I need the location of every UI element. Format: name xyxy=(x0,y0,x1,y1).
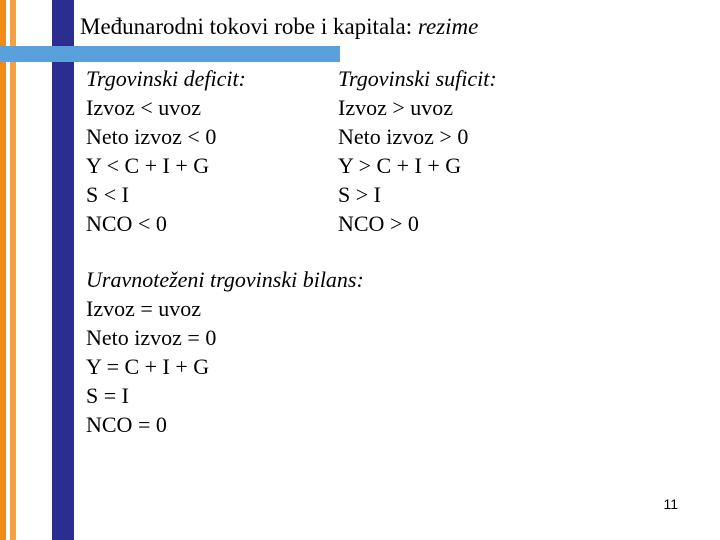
page-number: 11 xyxy=(663,496,678,512)
slide-title xyxy=(80,14,478,40)
deficit-heading: Trgovinski deficit: xyxy=(86,66,246,91)
surplus-line: Y > C + I + G xyxy=(338,153,462,178)
balanced-heading: Uravnoteženi trgovinski bilans: xyxy=(86,267,364,292)
surplus-section xyxy=(338,64,497,238)
surplus-line: Neto izvoz > 0 xyxy=(338,124,469,149)
decorative-navy-bar xyxy=(52,0,74,540)
balanced-line: Neto izvoz = 0 xyxy=(86,325,217,350)
decorative-orange-bar-2 xyxy=(10,0,16,540)
balanced-line: Y = C + I + G xyxy=(86,354,210,379)
title-underline-bar xyxy=(0,46,340,62)
deficit-line: Izvoz < uvoz xyxy=(86,95,202,120)
deficit-line: Neto izvoz < 0 xyxy=(86,124,217,149)
deficit-line: S < I xyxy=(86,182,129,207)
deficit-section xyxy=(86,64,246,238)
slide-title-main: Međunarodni tokovi robe i kapitala: xyxy=(80,14,418,39)
balanced-line: NCO = 0 xyxy=(86,412,167,437)
balanced-line: S = I xyxy=(86,383,129,408)
surplus-line: NCO > 0 xyxy=(338,211,419,236)
deficit-line: Y < C + I + G xyxy=(86,153,210,178)
surplus-line: S > I xyxy=(338,182,381,207)
surplus-heading: Trgovinski suficit: xyxy=(338,66,497,91)
balanced-section xyxy=(86,265,364,439)
decorative-orange-bar xyxy=(0,0,6,540)
deficit-line: NCO < 0 xyxy=(86,211,167,236)
surplus-line: Izvoz > uvoz xyxy=(338,95,454,120)
slide-title-emphasis: rezime xyxy=(417,14,479,39)
balanced-line: Izvoz = uvoz xyxy=(86,296,202,321)
